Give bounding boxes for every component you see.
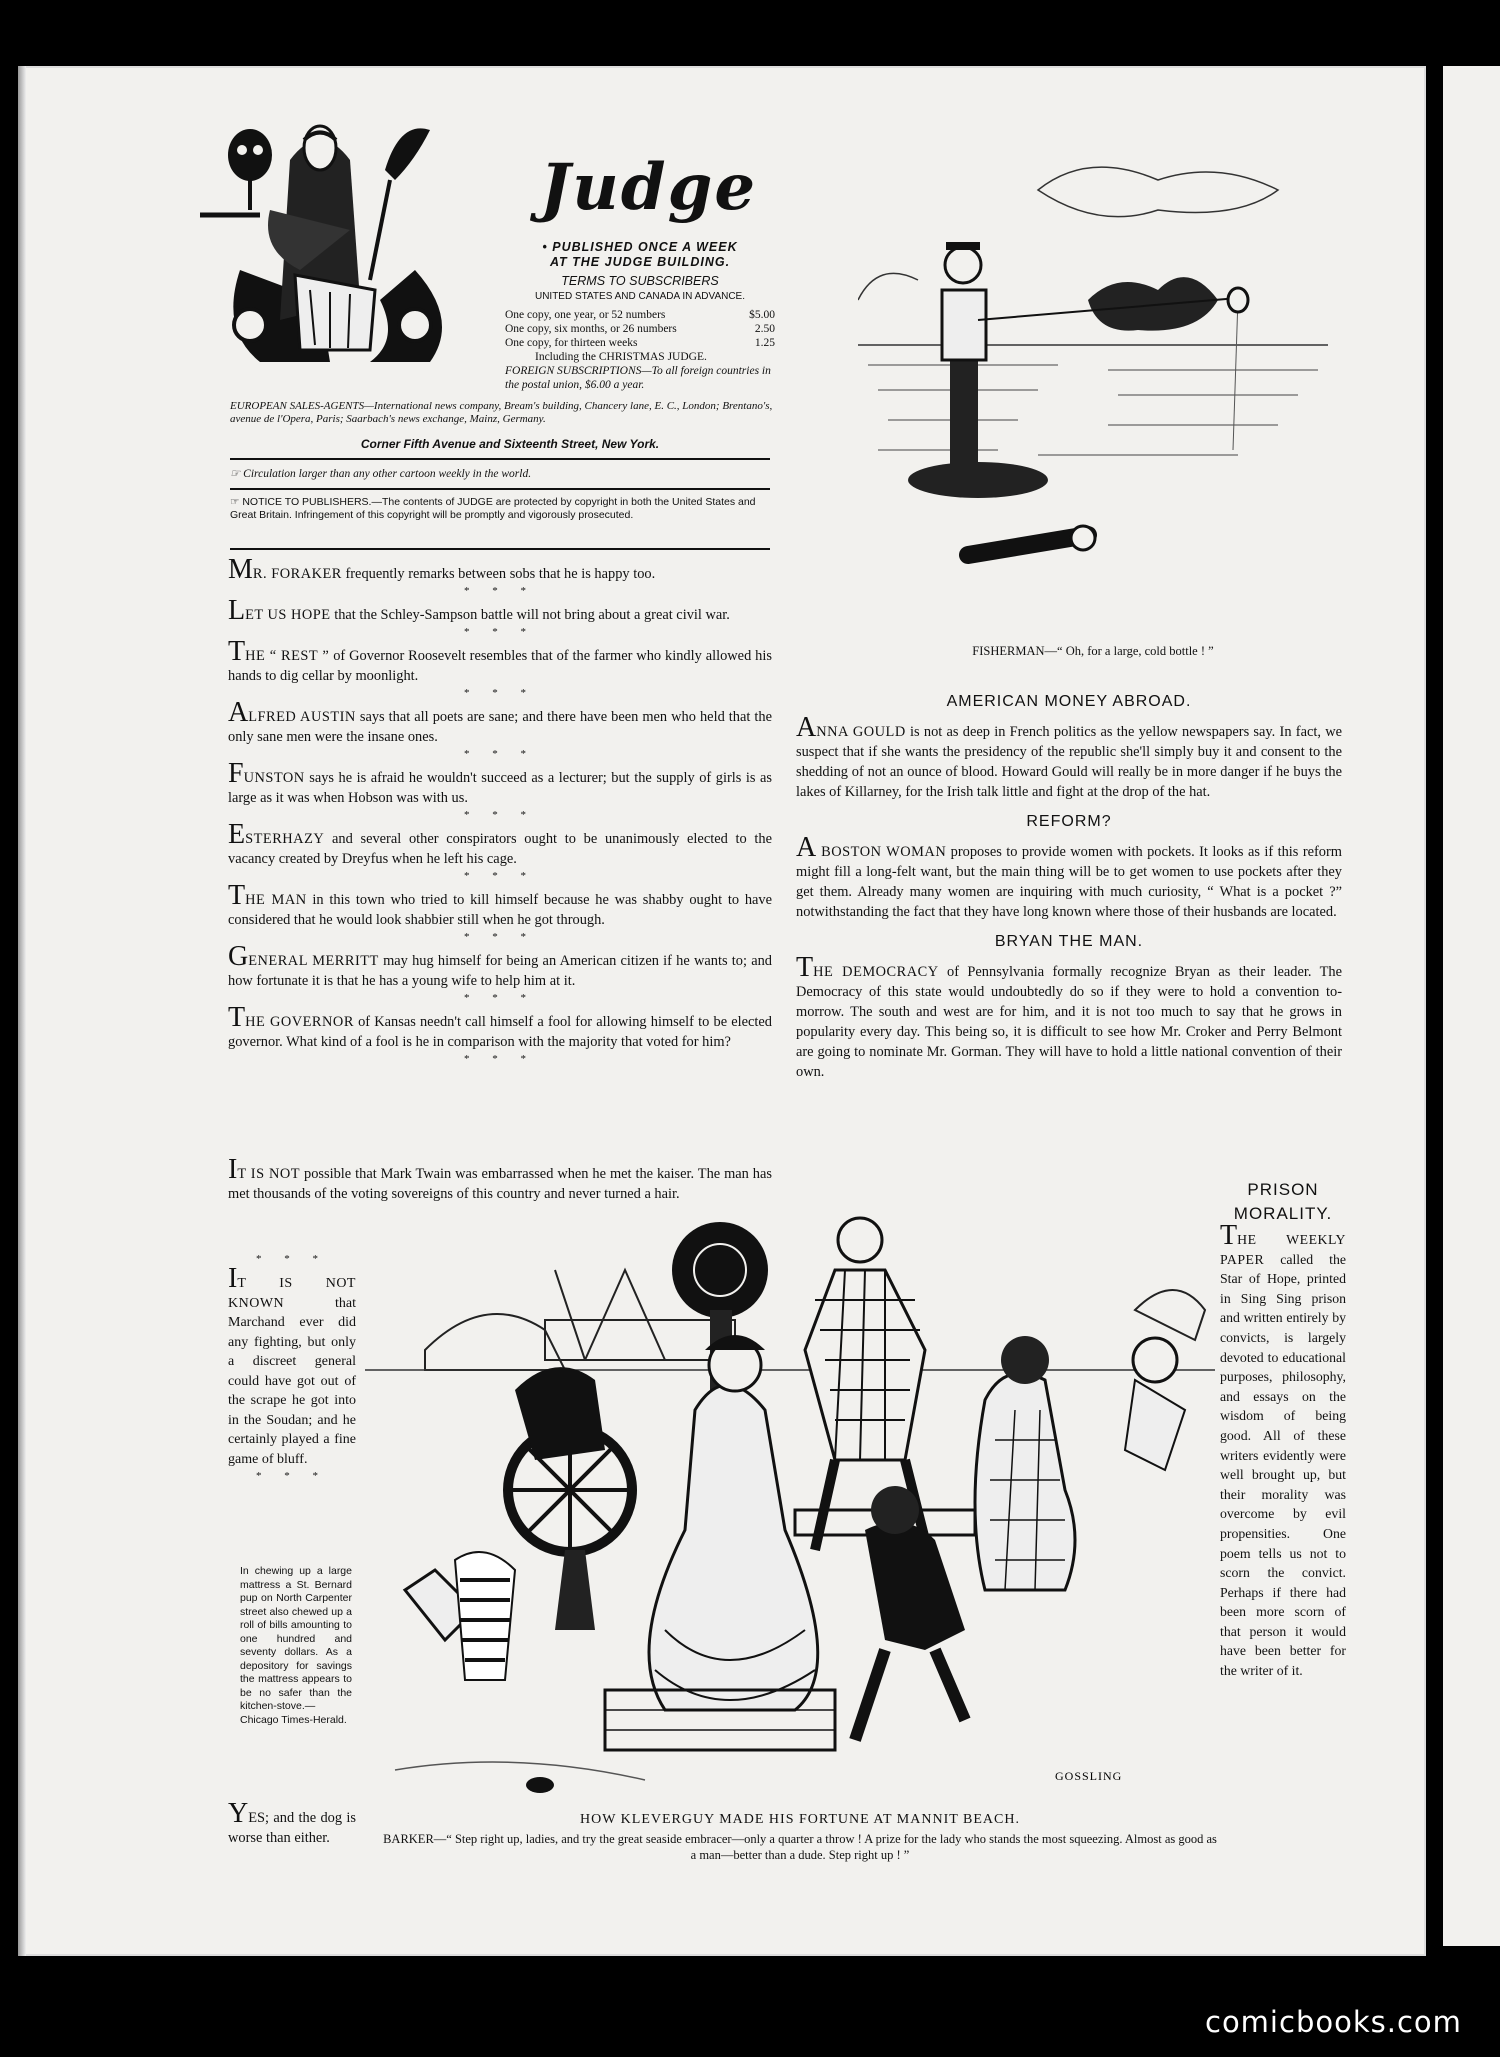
terms-note: Including the CHRISTMAS JUDGE. [535, 351, 707, 363]
subscription-terms [505, 308, 775, 392]
separator-stars: * * * [256, 1470, 328, 1482]
separator-stars: * * * [464, 1053, 536, 1065]
prison-morality-column [1220, 1178, 1346, 1681]
fisherman-illustration [858, 150, 1328, 610]
marchand-paragraph: IT IS NOT KNOWN that Marchand ever did any fighting, but only a discreet general could have got out of the scrape he got into in the Soudan; and he certainly played a fine game of bluff. [228, 1263, 356, 1467]
site-watermark: comicbooks.com [1205, 2005, 1462, 2039]
separator-stars: * * * [464, 626, 536, 638]
article-title: BRYAN THE MAN. [994, 933, 1144, 950]
article-title: AMERICAN MONEY ABROAD. [946, 693, 1192, 710]
paragraph: THE MAN in this town who tried to kill himself because he was shabby ought to have considered that he would look shabbier still when he got through. [228, 880, 772, 928]
article-body: ANNA GOULD is not as deep in French politics as the yellow newspapers say. In fact, we suspect that if she wants the presidency of the republic she'll simply buy it and consent to the shedding of not an ounce of blood. Howard Gould will really be in more danger if he buys the lakes of Killarney, for the Irish talk little and fight at the drop of the hat. [796, 712, 1342, 800]
paragraph: FUNSTON says he is afraid he wouldn't succeed as a lecturer; but the supply of girls is as large as it was when Hobson was with us. [228, 758, 772, 806]
divider [230, 488, 770, 490]
separator-stars: * * * [464, 585, 536, 597]
article-body: A BOSTON WOMAN proposes to provide women with pockets. It looks as if this reform might fill a long-felt want, but the main thing will be to get women to use pockets after they get them. Already many women are inquiring with much curiosity, “ What is a pocket ?” notwithstanding the fact that they have long known where those of their husbands are located. [796, 832, 1342, 920]
next-page-edge [1443, 66, 1500, 1946]
divider [230, 548, 770, 550]
publication-info [505, 240, 775, 304]
terms-row: One copy, for thirteen weeks 1.25 [505, 337, 775, 349]
left-column [228, 554, 772, 1069]
notice-to-publishers: ☞ NOTICE TO PUBLISHERS.—The contents of JUDGE are protected by copyright in both the United States and Great Britain. Infringement of this copyright will be promptly and vigorously prosecuted. [230, 496, 756, 521]
separator-stars: * * * [464, 870, 536, 882]
artist-signature: GOSSLING [1055, 1769, 1123, 1783]
published-weekly: • PUBLISHED ONCE A WEEK [542, 240, 738, 254]
right-column [796, 692, 1342, 1082]
page-gutter [1426, 66, 1443, 1956]
dog-paragraph: YES; and the dog is worse than either. [228, 1798, 356, 1846]
paragraph: MR. FORAKER frequently remarks between sobs that he is happy too. [228, 554, 656, 585]
terms-sub: UNITED STATES AND CANADA IN ADVANCE. [534, 291, 746, 302]
separator-stars: * * * [256, 1253, 328, 1265]
narrow-column [228, 1252, 356, 1486]
quoted-item: In chewing up a large mattress a St. Bernard pup on North Carpenter street also chewed up a roll of bills amounting to one hundred and seventy dollars. As a depository for savings the mattress appears to be no safer than the kitchen-stove.—Chicago Times-Herald. [240, 1565, 352, 1726]
divider [230, 458, 770, 460]
terms-title: TERMS TO SUBSCRIBERS [561, 274, 719, 288]
beach-cartoon-illustration [365, 1210, 1215, 1810]
fisherman-caption: FISHERMAN—“ Oh, for a large, cold bottle ! ” [972, 644, 1214, 658]
separator-stars: * * * [464, 809, 536, 821]
paragraph: ESTERHAZY and several other conspirators ought to be unanimously elected to the vacancy created by Dreyfus when he left his cage. [228, 819, 772, 867]
judge-building: AT THE JUDGE BUILDING. [549, 255, 731, 269]
paragraph: THE GOVERNOR of Kansas needn't call himself a fool for allowing himself to be elected governor. What kind of a fool is he in comparison with the majority that voted for him? [228, 1002, 772, 1050]
judge-masthead-illustration [200, 100, 500, 370]
european-agents: EUROPEAN SALES-AGENTS—International news company, Bream's building, Chancery lane, E. C., London; Brentano's, avenue de l'Opera, Paris; Saarbach's news exchange, Mainz, Germany. [230, 400, 773, 425]
cartoon-title: HOW KLEVERGUY MADE HIS FORTUNE AT MANNIT BEACH. [580, 1812, 1020, 1827]
address: Corner Fifth Avenue and Sixteenth Street, New York. [360, 437, 660, 451]
prison-title-1: PRISON [1247, 1180, 1319, 1199]
separator-stars: * * * [464, 992, 536, 1004]
paragraph: LET US HOPE that the Schley-Sampson battle will not bring about a great civil war. [228, 595, 730, 626]
paragraph: ALFRED AUSTIN says that all poets are sane; and there have been men who held that the only sane men were the insane ones. [228, 697, 772, 745]
separator-stars: * * * [464, 687, 536, 699]
prison-title-2: MORALITY. [1233, 1204, 1333, 1223]
article-body: THE DEMOCRACY of Pennsylvania formally recognize Bryan as their leader. The Democracy of this state would undoubtedly do so if they were to hold a convention to-morrow. The south and west are for him, and it is not too much to say that he grows in popularity every day. This being so, it is difficult to see how Mr. Croker and Perry Belmont are going to nominate Mr. Gorman. They will have to hold a little national convention of their own. [796, 952, 1342, 1080]
judge-logo: Judge [540, 150, 758, 225]
separator-stars: * * * [464, 748, 536, 760]
circulation-note: ☞ Circulation larger than any other cartoon weekly in the world. [230, 468, 532, 480]
article-title: REFORM? [1026, 813, 1112, 830]
paragraph: GENERAL MERRITT may hug himself for being an American citizen if he wants to; and how fortunate it is that he has a young wife to help him at it. [228, 941, 772, 989]
terms-row: One copy, one year, or 52 numbers $5.00 [505, 309, 775, 321]
terms-row: One copy, six months, or 26 numbers 2.50 [505, 323, 775, 335]
page-edge [18, 66, 26, 1956]
cartoon-caption: BARKER—“ Step right up, ladies, and try the great seaside embracer—only a quarter a throw ! A prize for the lady who stands the most squeezing. Almost as good as a man—better than a dude. Step right up ! ” [383, 1832, 1217, 1862]
paragraph: THE “ REST ” of Governor Roosevelt resembles that of the farmer who kindly allowed his hands to dig cellar by moonlight. [228, 636, 772, 684]
mark-twain-paragraph: IT IS NOT possible that Mark Twain was embarrassed when he met the kaiser. The man has met thousands of the voting sovereigns of this country and never turned a hair. [228, 1154, 772, 1202]
prison-body: THE WEEKLY PAPER called the Star of Hope, printed in Sing Sing prison and written entirely by convicts, is largely devoted to educational purposes, philosophy, and essays on the wisdom of being good. All of these writers evidently were well brought up, but their morality was overcome by evil propensities. One poem tells us not to scorn the convict. Perhaps if there had been more scorn of that person it would have been better for the writer of it. [1220, 1220, 1346, 1679]
separator-stars: * * * [464, 931, 536, 943]
foreign-subscriptions: FOREIGN SUBSCRIPTIONS—To all foreign countries in the postal union, $6.00 a year. [505, 365, 771, 391]
